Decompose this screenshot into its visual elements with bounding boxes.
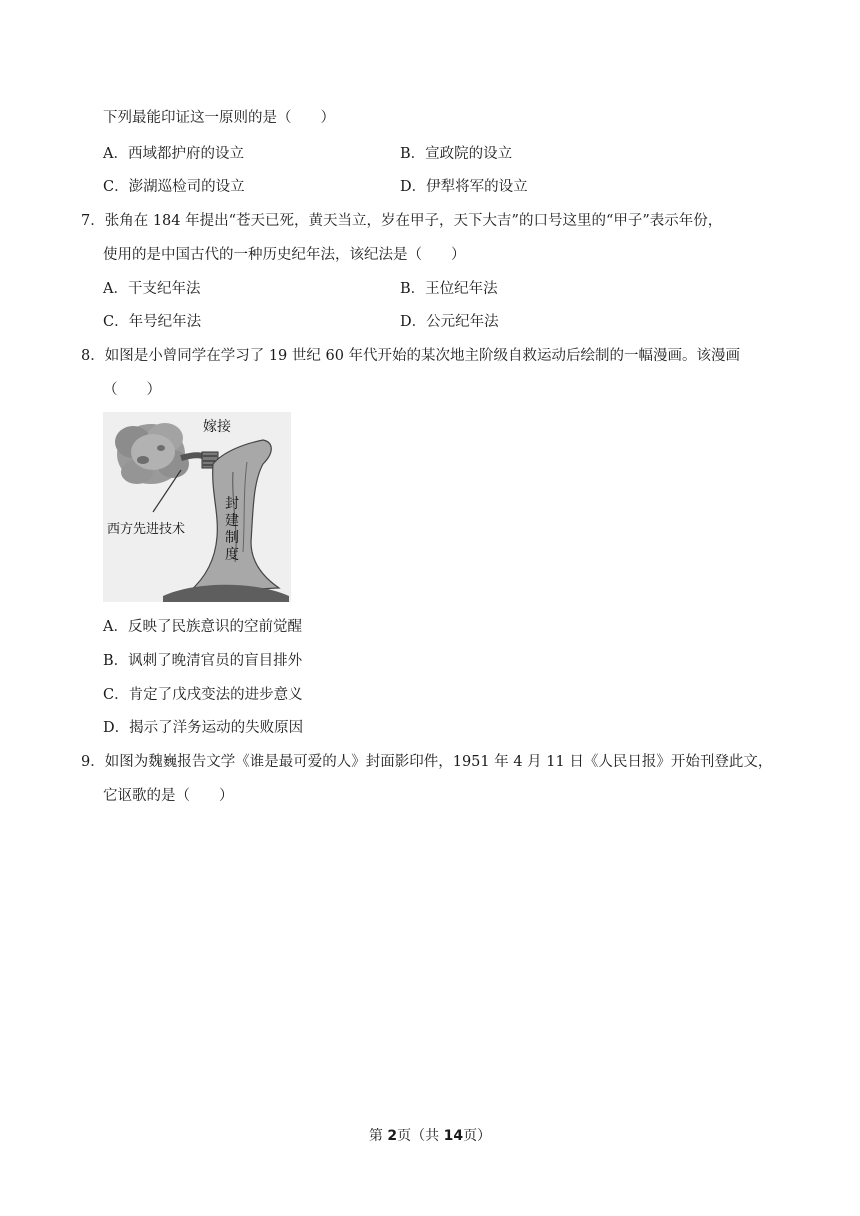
q7-stem-line2: 使用的是中国古代的一种历史纪年法，该纪法是（ ） <box>103 247 466 263</box>
q7-option-c: C．年号纪年法 <box>103 314 202 330</box>
grafted-tree-illustration <box>103 412 291 602</box>
q8-option-a: A．反映了民族意识的空前觉醒 <box>103 619 302 635</box>
q8-option-d: D．揭示了洋务运动的失败原因 <box>103 720 304 736</box>
q8-stem-line1: 8．如图是小曾同学在学习了 19 世纪 60 年代开始的某次地主阶级自救运动后绘制的一幅漫画。该漫画 <box>81 348 741 364</box>
footer-suffix: 页） <box>463 1128 492 1144</box>
q7-option-d: D．公元纪年法 <box>400 314 499 330</box>
footer-middle: 页（共 <box>397 1128 444 1144</box>
q7-option-a: A．干支纪年法 <box>103 281 201 297</box>
q6-option-c: C．澎湖巡检司的设立 <box>103 179 245 195</box>
footer-total-pages: 14 <box>443 1128 464 1144</box>
figure-label-graft: 嫁接 <box>203 419 231 435</box>
q8-option-c: C．肯定了戊戌变法的进步意义 <box>103 687 303 703</box>
q6-stem-tail: 下列最能印证这一原则的是（ ） <box>103 110 335 126</box>
footer-page-number: 2 <box>387 1128 398 1144</box>
footer-prefix: 第 <box>368 1128 388 1144</box>
q7-option-b: B．王位纪年法 <box>400 281 498 297</box>
q6-option-a: A．西域都护府的设立 <box>103 146 244 162</box>
q8-cartoon-figure <box>103 412 291 602</box>
q7-stem-line1: 7．张角在 184 年提出“苍天已死，黄天当立，岁在甲子，天下大吉”的口号这里的“甲子”表示年份， <box>81 213 723 229</box>
figure-label-western-tech: 西方先进技术 <box>107 518 185 537</box>
q8-option-b: B．讽刺了晚清官员的盲目排外 <box>103 653 303 669</box>
figure-label-feudal-system: 封建制度 <box>225 496 239 563</box>
q6-option-d: D．伊犁将军的设立 <box>400 179 528 195</box>
q6-option-b: B．宣政院的设立 <box>400 146 513 162</box>
q9-stem-line2: 它讴歌的是（ ） <box>103 788 234 804</box>
q9-stem-line1: 9．如图为魏巍报告文学《谁是最可爱的人》封面影印件，1951 年 4 月 11 日《人民日报》开始刊登此文， <box>81 754 773 770</box>
page-footer <box>0 1125 860 1145</box>
q8-stem-line2: （ ） <box>103 382 161 398</box>
